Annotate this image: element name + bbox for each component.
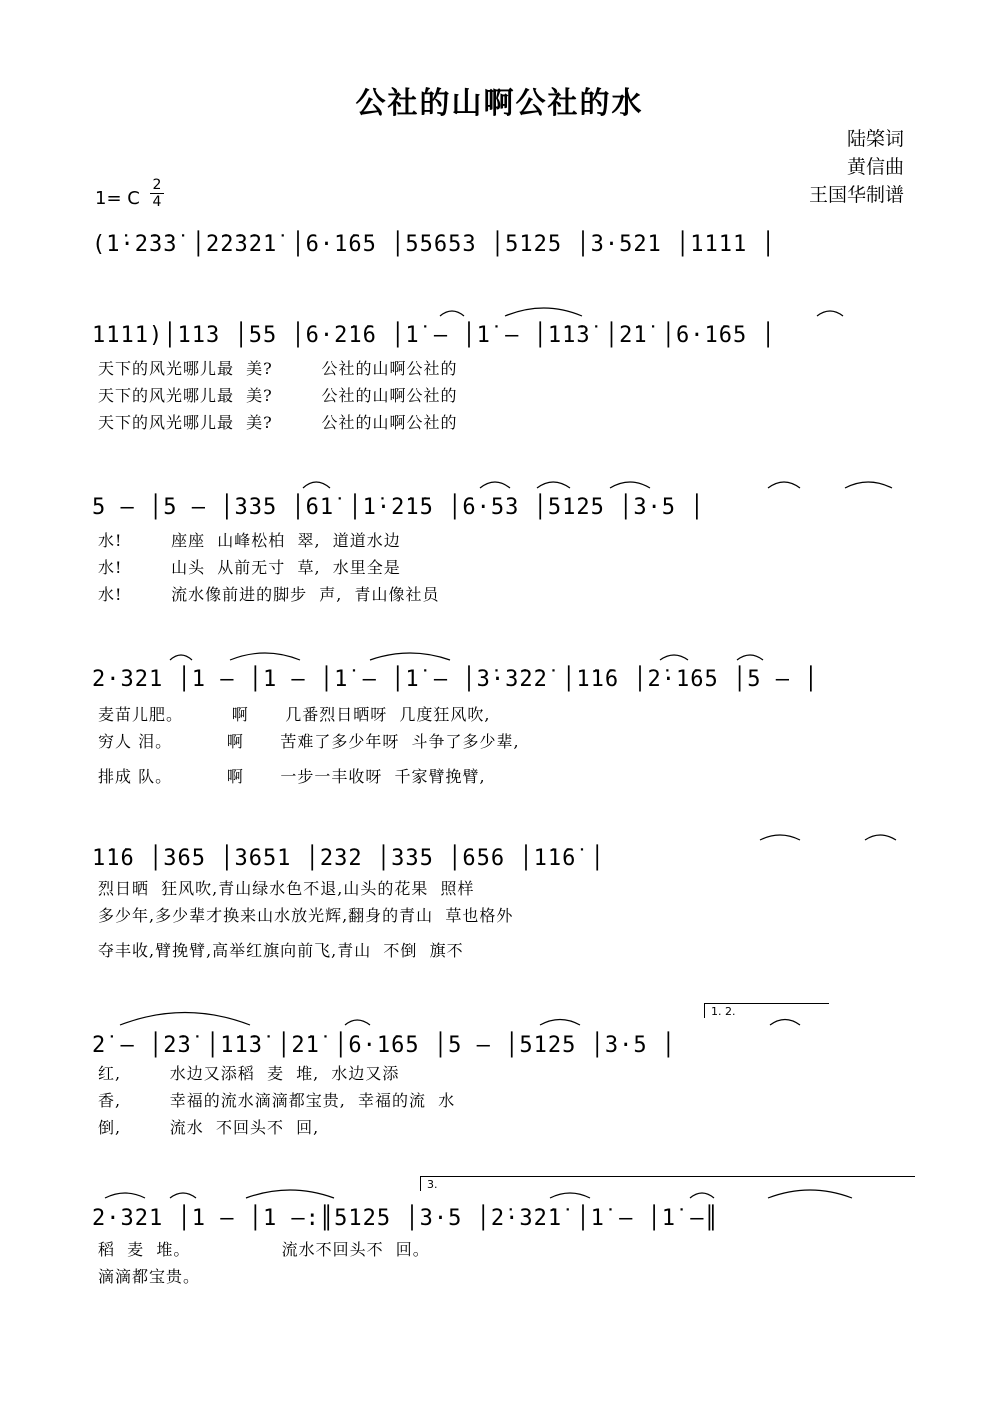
slur <box>845 482 892 488</box>
page-title: 公社的山啊公社的水 <box>355 86 644 121</box>
key-signature: 1= C <box>95 188 140 209</box>
slur <box>105 1193 145 1198</box>
system-2-notes: 1111)│113 │55 │6·2̇1̇6 │1̇ – │1̇ – │1̇1̇3̇ │2̇1̇ │6·1̇65 │ <box>92 323 776 348</box>
slur <box>660 655 688 660</box>
slur <box>610 482 650 488</box>
slur <box>246 1190 334 1198</box>
ending-1-2-bracket: 1. 2. <box>704 1003 829 1018</box>
slur <box>120 1013 250 1026</box>
slur <box>737 655 763 660</box>
system-7-lyric-2: 滴滴都宝贵。 <box>98 1267 201 1286</box>
system-3-lyric-2: 水! 山头 从前无寸 草, 水里全是 <box>98 558 401 577</box>
slur <box>480 482 510 488</box>
composer-credit: 黄信曲 <box>846 156 904 178</box>
slur <box>370 653 450 660</box>
time-signature <box>150 178 164 209</box>
ending-3-bracket: 3. <box>420 1176 915 1191</box>
slur <box>303 482 330 488</box>
engraver-credit: 王国华制谱 <box>808 184 904 206</box>
time-signature-bottom: 4 <box>152 194 162 210</box>
slur <box>505 308 582 316</box>
system-4-lyric-2: 穷人 泪。 啊 苦难了多少年呀 斗争了多少辈, <box>98 732 520 751</box>
slur <box>440 311 464 316</box>
slur <box>768 1190 852 1198</box>
system-5-lyric-1: 烈日晒 狂风吹,青山绿水色不退,山头的花果 照样 <box>98 879 475 898</box>
slur <box>550 1193 590 1198</box>
system-6-lyric-3: 倒, 流水 不回头不 回, <box>98 1118 320 1137</box>
slur <box>760 835 800 840</box>
system-4-lyric-3: 排成 队。 啊 一步一丰收呀 千家臂挽臂, <box>98 767 486 786</box>
slur <box>537 482 570 488</box>
slur <box>690 1193 714 1198</box>
slur <box>817 311 843 316</box>
system-4-lyric-1: 麦苗儿肥。 啊 几番烈日晒呀 几度狂风吹, <box>98 705 491 724</box>
system-3-lyric-3: 水! 流水像前进的脚步 声, 青山像社员 <box>98 585 440 604</box>
slur <box>865 835 896 840</box>
system-5-lyric-3: 夺丰收,臂挽臂,高举红旗向前飞,青山 不倒 旗不 <box>98 941 464 960</box>
system-7-notes: 2·321 │1 – │1 –:║5125 │3·5 │2̇·3̇2̇1̇ │1̇ – │1̇ –║ <box>92 1206 719 1231</box>
system-5-lyric-2: 多少年,多少辈才换来山水放光辉,翻身的青山 草也格外 <box>98 906 514 925</box>
system-2-lyric-1: 天下的风光哪儿最 美? 公社的山啊公社的 <box>98 359 458 378</box>
system-3-notes: 5 – │5 – │335 │61̇ │1̇·2̇1̇5 │6·53 │5125 │3·5 │ <box>92 495 705 520</box>
system-3-lyric-1: 水! 座座 山峰松柏 翠, 道道水边 <box>98 531 401 550</box>
slur <box>230 653 300 660</box>
slur <box>345 1020 370 1025</box>
system-2-lyric-3: 天下的风光哪儿最 美? 公社的山啊公社的 <box>98 413 458 432</box>
system-4-notes: 2·321 │1 – │1 – │1̇ – │1̇ – │3̇·3̇2̇2̇ │1̇1̇6 │2̇·1̇65 │5 – │ <box>92 667 819 692</box>
slur <box>770 1020 800 1026</box>
slur <box>540 1020 580 1026</box>
slur <box>768 482 800 488</box>
system-6-notes: 2̇ – │2̇3̇ │1̇1̇3̇ │2̇1̇ │6·1̇65 │5 – │5125 │3·5 │ <box>92 1033 677 1058</box>
system-6-lyric-2: 香, 幸福的流水滴滴都宝贵, 幸福的流 水 <box>98 1091 456 1110</box>
system-1-notes: (1̇·2̇3̇3̇ │2̇2̇3̇2̇1̇ │6·1̇65 │55653 │5125 │3·521 │1111 │ <box>92 232 776 257</box>
lyricist-credit: 陆棨词 <box>846 128 904 150</box>
time-signature-top: 2 <box>152 177 162 193</box>
system-7-lyric-1: 稻 麦 堆。 流水不回头不 回。 <box>98 1240 430 1259</box>
system-2-lyric-2: 天下的风光哪儿最 美? 公社的山啊公社的 <box>98 386 458 405</box>
system-5-notes: 1̇1̇6 │365 │3651 │232 │335 │656 │1̇1̇6̇ │ <box>92 846 605 871</box>
system-6-lyric-1: 红, 水边又添稻 麦 堆, 水边又添 <box>98 1064 400 1083</box>
slur <box>170 1193 196 1198</box>
slur <box>170 655 192 660</box>
